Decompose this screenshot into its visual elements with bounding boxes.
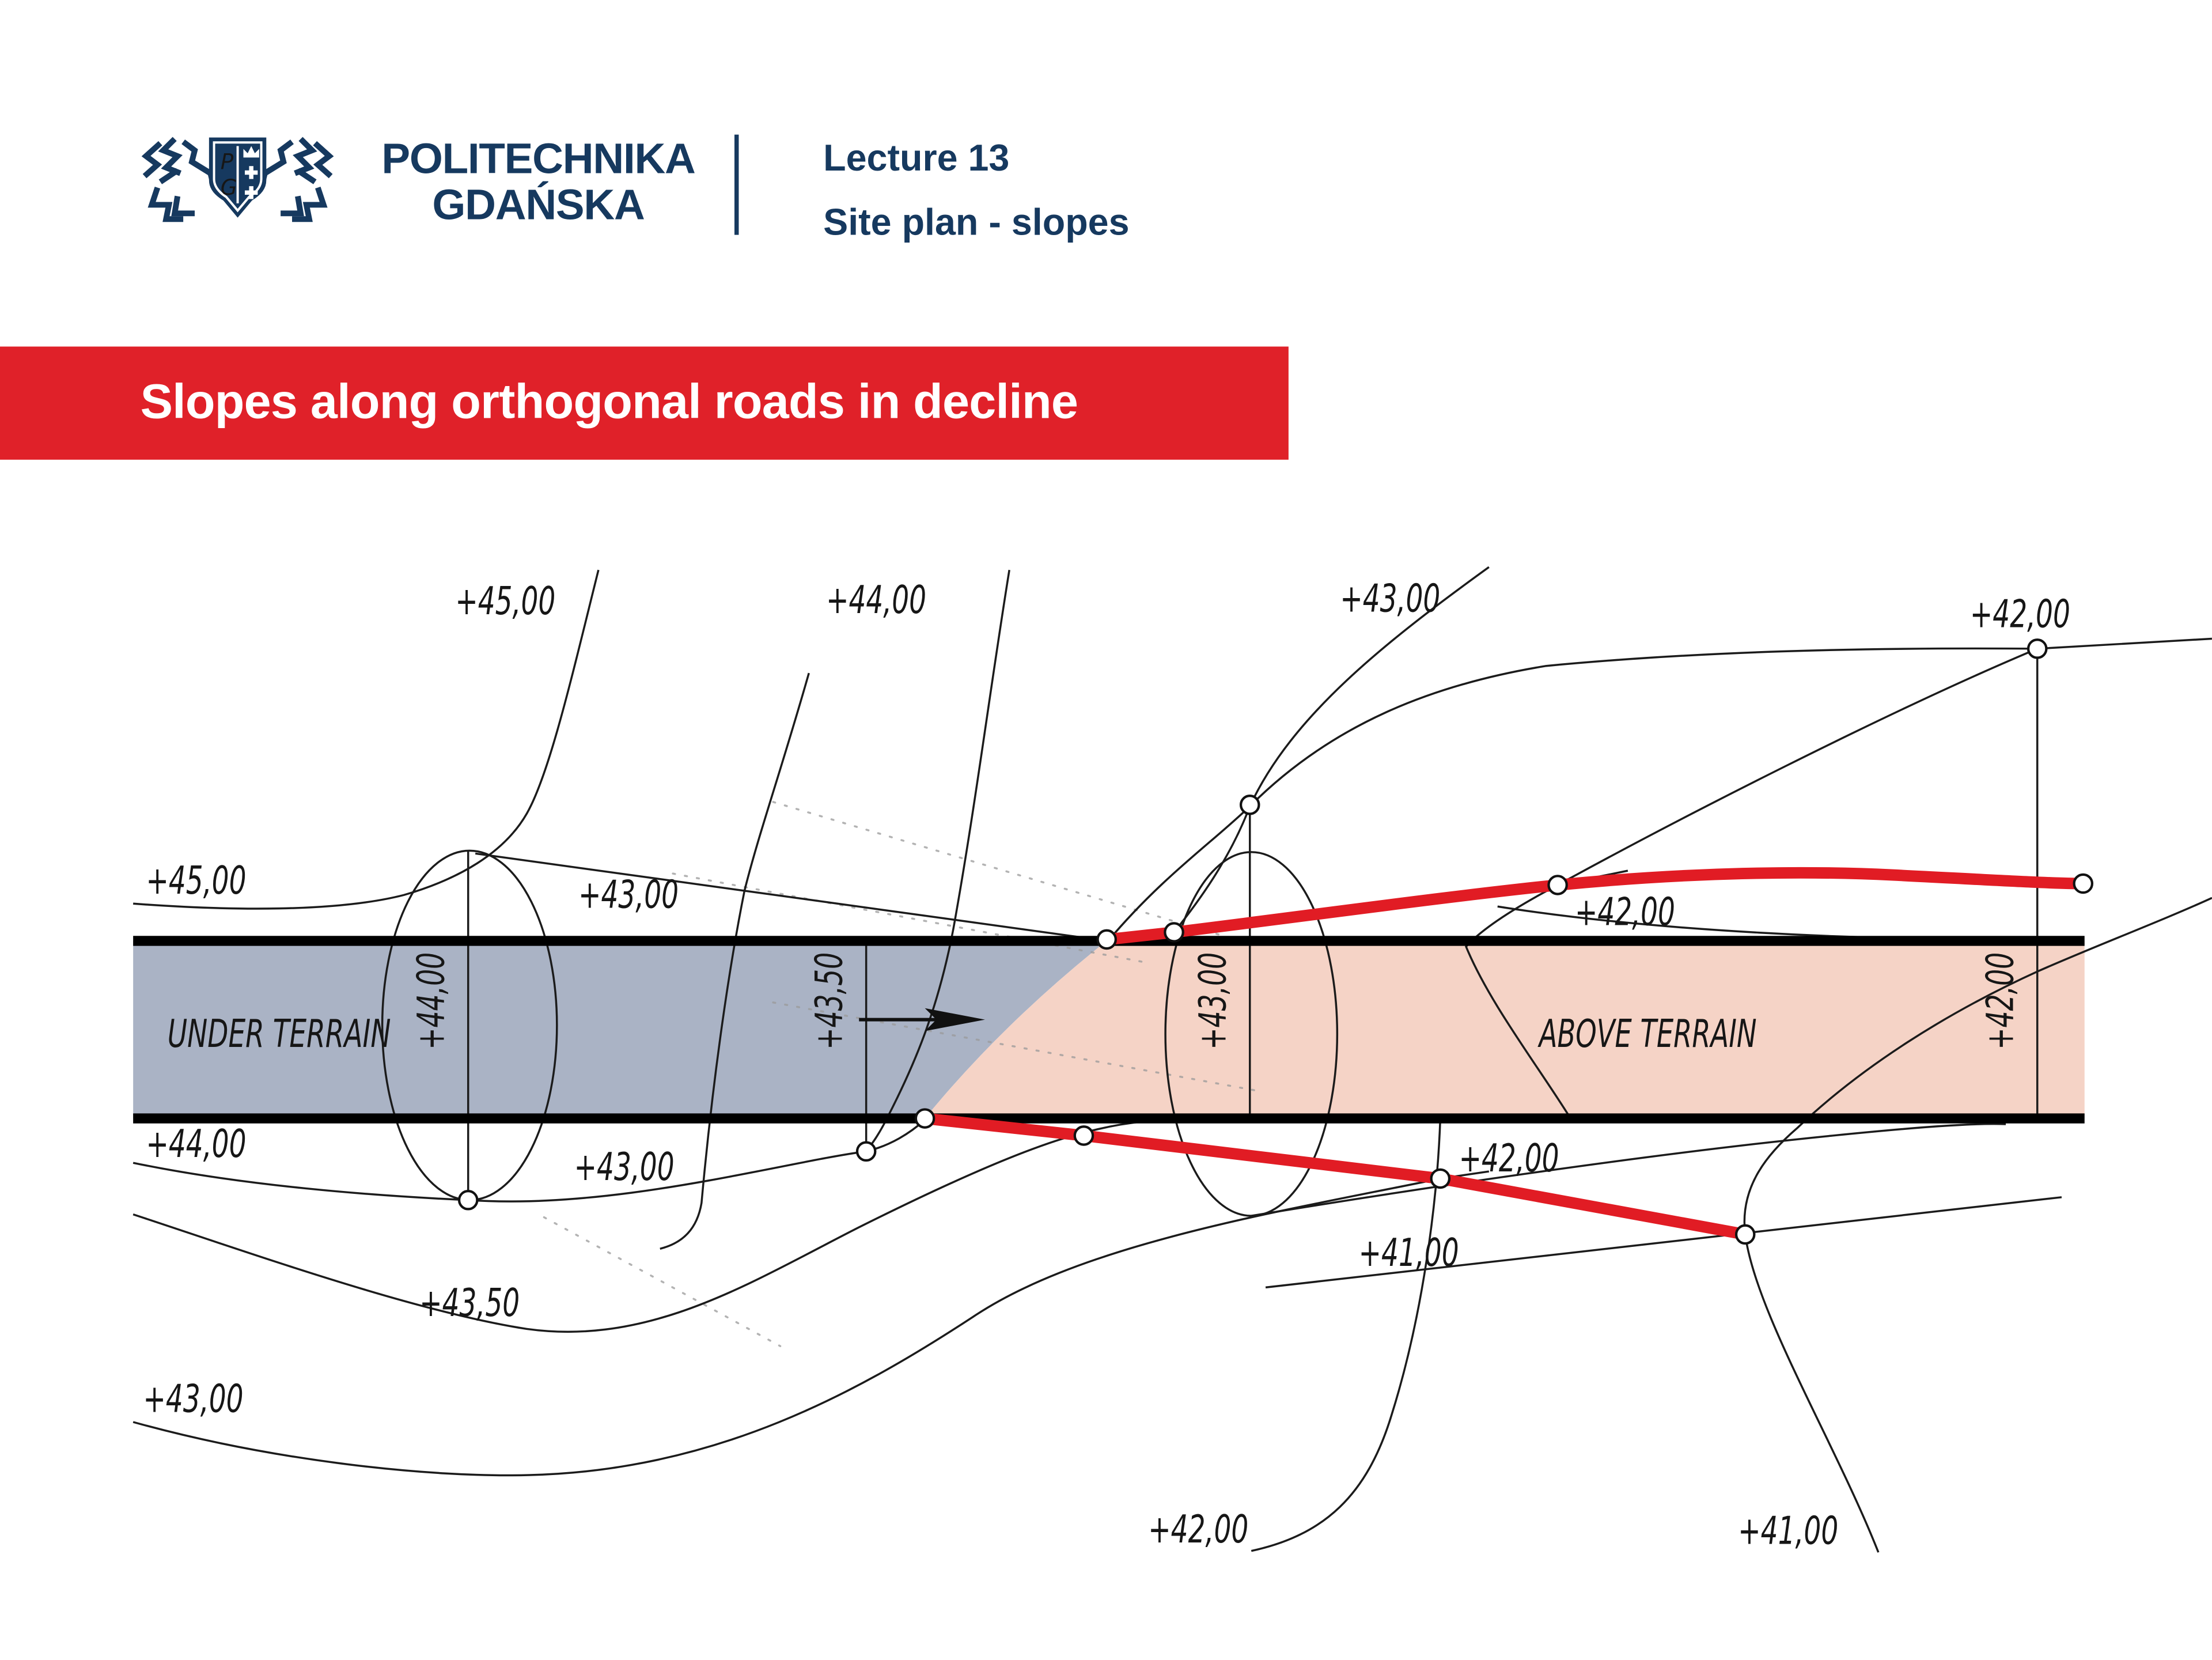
lecture-info bbox=[823, 138, 1129, 242]
elev-41-bottom: +41,00 bbox=[1738, 1508, 1839, 1553]
elev-44-below-left: +44,00 bbox=[146, 1121, 247, 1167]
elev-43-top: +43,00 bbox=[1340, 576, 1441, 621]
elev-42-below-right: +42,00 bbox=[1459, 1136, 1559, 1181]
university-name bbox=[369, 138, 707, 229]
intersection-node bbox=[1075, 1126, 1093, 1144]
elev-43-below-mid: +43,00 bbox=[574, 1144, 675, 1189]
lecture-topic: Site plan - slopes bbox=[823, 200, 1130, 244]
intersection-node bbox=[2028, 640, 2046, 657]
shield-letter-g: G bbox=[220, 175, 237, 201]
grade-line-bottom bbox=[925, 1118, 1745, 1234]
contour-43-below bbox=[133, 1171, 1489, 1475]
elev-43-lower-left: +43,00 bbox=[143, 1376, 244, 1421]
contour-apex-ray bbox=[475, 853, 1107, 941]
contour-42-drop bbox=[1251, 1118, 1440, 1551]
title-banner bbox=[0, 346, 1289, 459]
intersection-node bbox=[1098, 931, 1116, 948]
elev-42-top-right: +42,00 bbox=[1969, 591, 2070, 637]
station-43-label: +43,00 bbox=[1191, 912, 1235, 1050]
university-name-line1: POLITECHNIKA bbox=[381, 136, 695, 184]
elev-44-top: +44,00 bbox=[826, 577, 927, 622]
elev-41-below-mid: +41,00 bbox=[1358, 1230, 1459, 1276]
elev-45-left: +45,00 bbox=[146, 857, 247, 903]
intersection-node bbox=[459, 1191, 477, 1209]
intersection-node bbox=[1736, 1226, 1754, 1243]
elev-43-upper-mid: +43,00 bbox=[578, 872, 679, 917]
under-terrain-label: UNDER TERRAIN bbox=[167, 1011, 391, 1056]
slide-header bbox=[0, 0, 2212, 286]
shield-letter-p: P bbox=[220, 149, 234, 175]
intersection-node bbox=[2074, 875, 2092, 893]
lecture-number: Lecture 13 bbox=[823, 136, 1010, 179]
intersection-node bbox=[1165, 923, 1183, 941]
intersection-node bbox=[1548, 876, 1566, 894]
slide-title: Slopes along orthogonal roads in decline bbox=[140, 375, 1078, 430]
intersection-node bbox=[1431, 1170, 1449, 1188]
elev-42-above-road: +42,00 bbox=[1574, 889, 1675, 935]
pg-shield-icon bbox=[209, 138, 266, 218]
above-terrain-label: ABOVE TERRAIN bbox=[1537, 1011, 1757, 1056]
elev-4350-left: +43,50 bbox=[419, 1280, 520, 1326]
station-4350-label: +43,50 bbox=[808, 912, 851, 1050]
intersection-node bbox=[916, 1109, 934, 1127]
header-divider bbox=[734, 135, 738, 235]
university-name-line2: GDAŃSKA bbox=[432, 181, 645, 229]
contour-43-steep bbox=[1174, 567, 1489, 932]
lion-left-icon bbox=[145, 139, 213, 219]
elev-42-bottom: +42,00 bbox=[1148, 1506, 1249, 1552]
station-42-label: +42,00 bbox=[1979, 912, 2022, 1050]
politechnika-gdanska-logo bbox=[136, 132, 339, 229]
contour-44-below bbox=[133, 1120, 925, 1202]
elev-45-top: +45,00 bbox=[455, 578, 556, 624]
intersection-node bbox=[1241, 796, 1259, 814]
lion-right-icon bbox=[262, 139, 331, 219]
station-44-label: +44,00 bbox=[410, 912, 453, 1050]
intersection-node bbox=[857, 1143, 875, 1160]
